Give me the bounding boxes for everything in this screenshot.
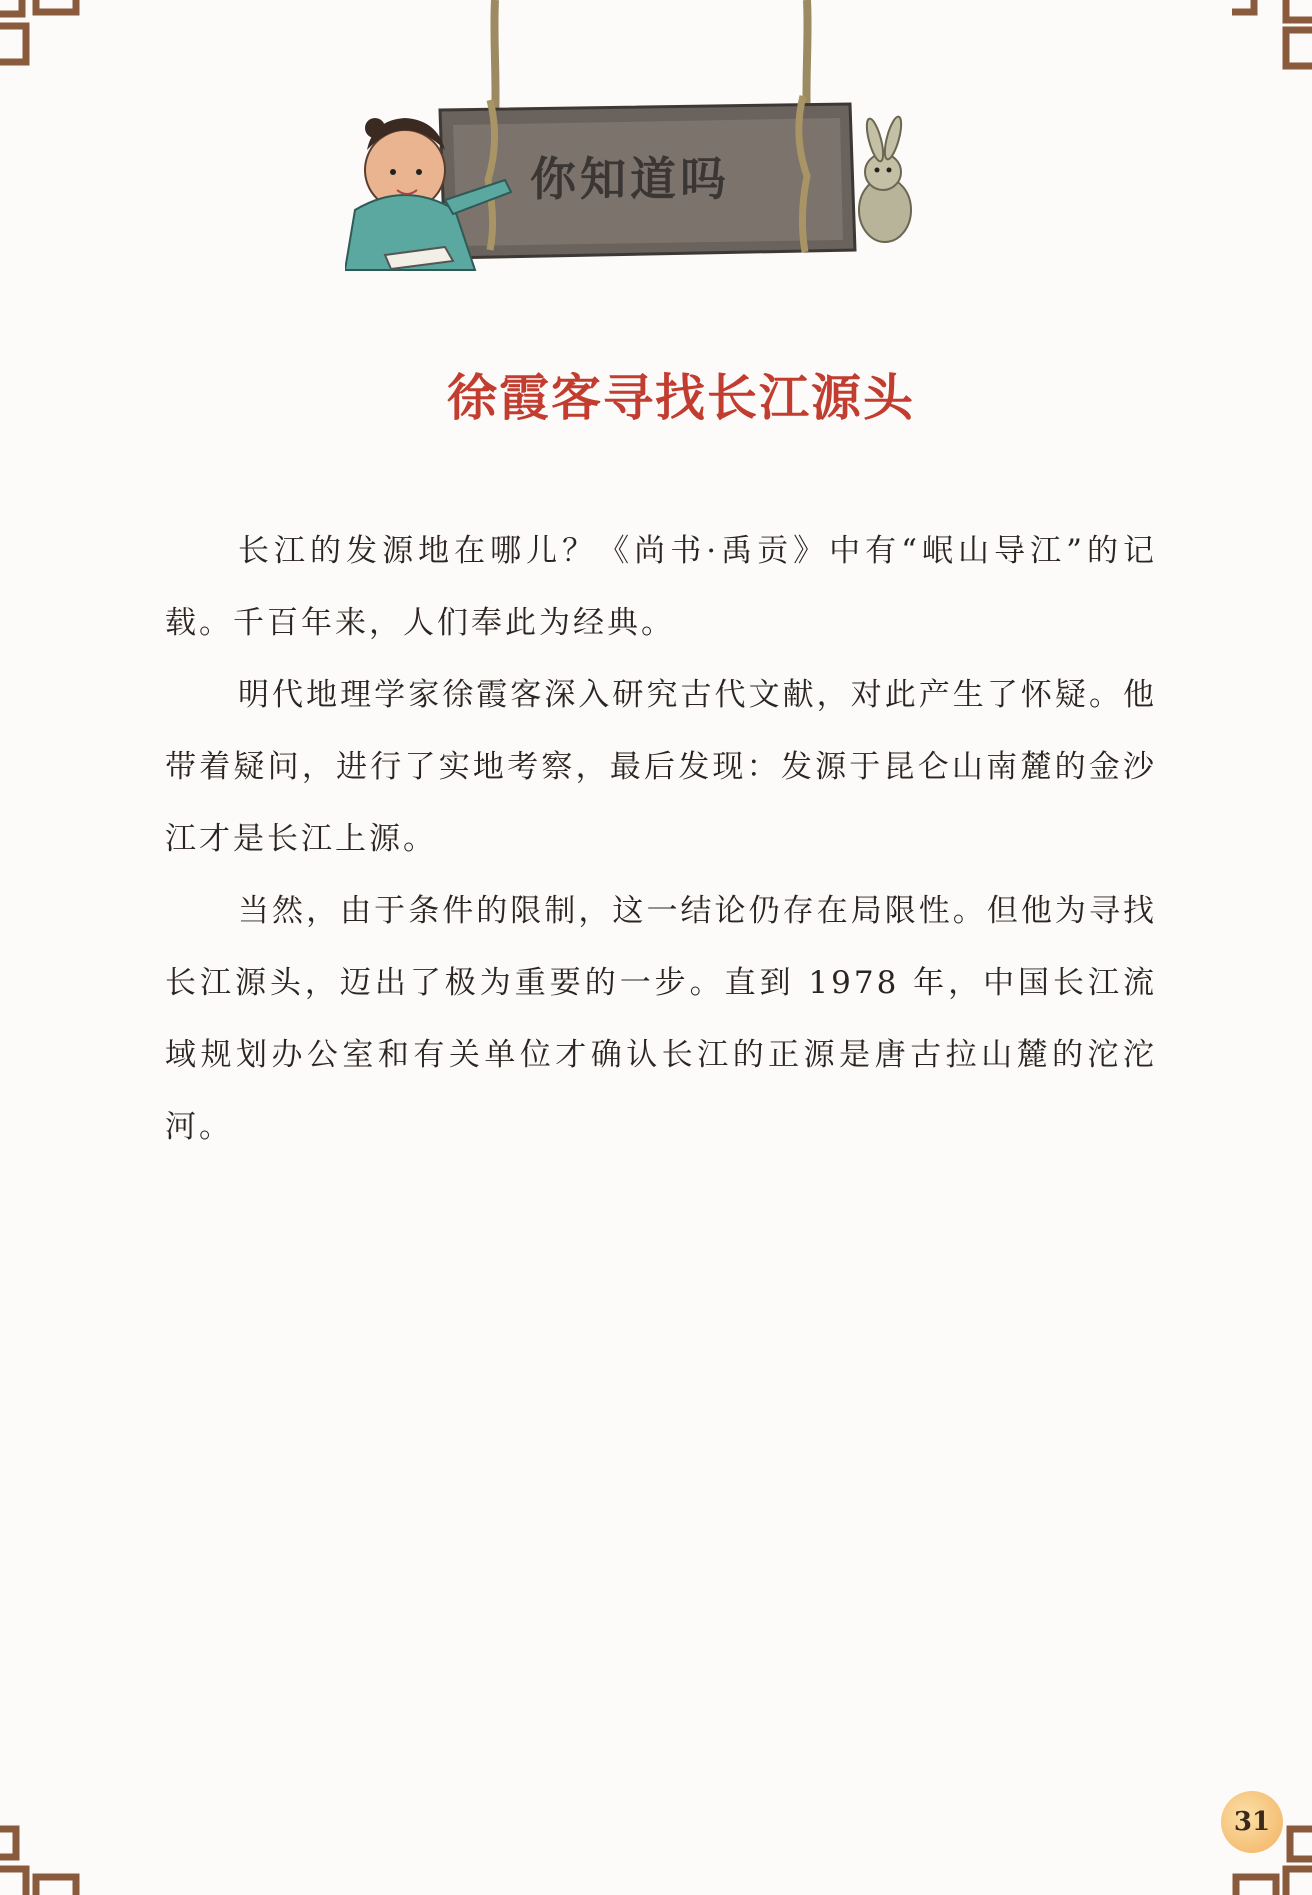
page-number-badge: 31 [1221, 1791, 1283, 1853]
paragraph: 当然，由于条件的限制，这一结论仍存在局限性。但他为寻找长江源头，迈出了极为重要的一步。直到 1978 年，中国长江流域规划办公室和有关单位才确认长江的正源是唐古拉山麓的沱沱河。 [165, 893, 1157, 1145]
corner-frame-ornament [1232, 0, 1312, 80]
article-body [165, 515, 1157, 1163]
article-title: 徐霞客寻找长江源头 [447, 369, 915, 427]
rabbit-illustration [859, 115, 911, 242]
paragraph: 明代地理学家徐霞客深入研究古代文献，对此产生了怀疑。他带着疑问，进行了实地考察，最后发现：发源于昆仑山南麓的金沙江才是长江上源。 [165, 677, 1157, 857]
sign-heading: 你知道吗 [530, 152, 730, 206]
corner-frame-ornament [0, 1815, 80, 1895]
paragraph: 长江的发源地在哪儿？《尚书·禹贡》中有“岷山导江”的记载。千百年来，人们奉此为经典。 [165, 533, 1157, 641]
corner-frame-ornament [0, 0, 80, 80]
